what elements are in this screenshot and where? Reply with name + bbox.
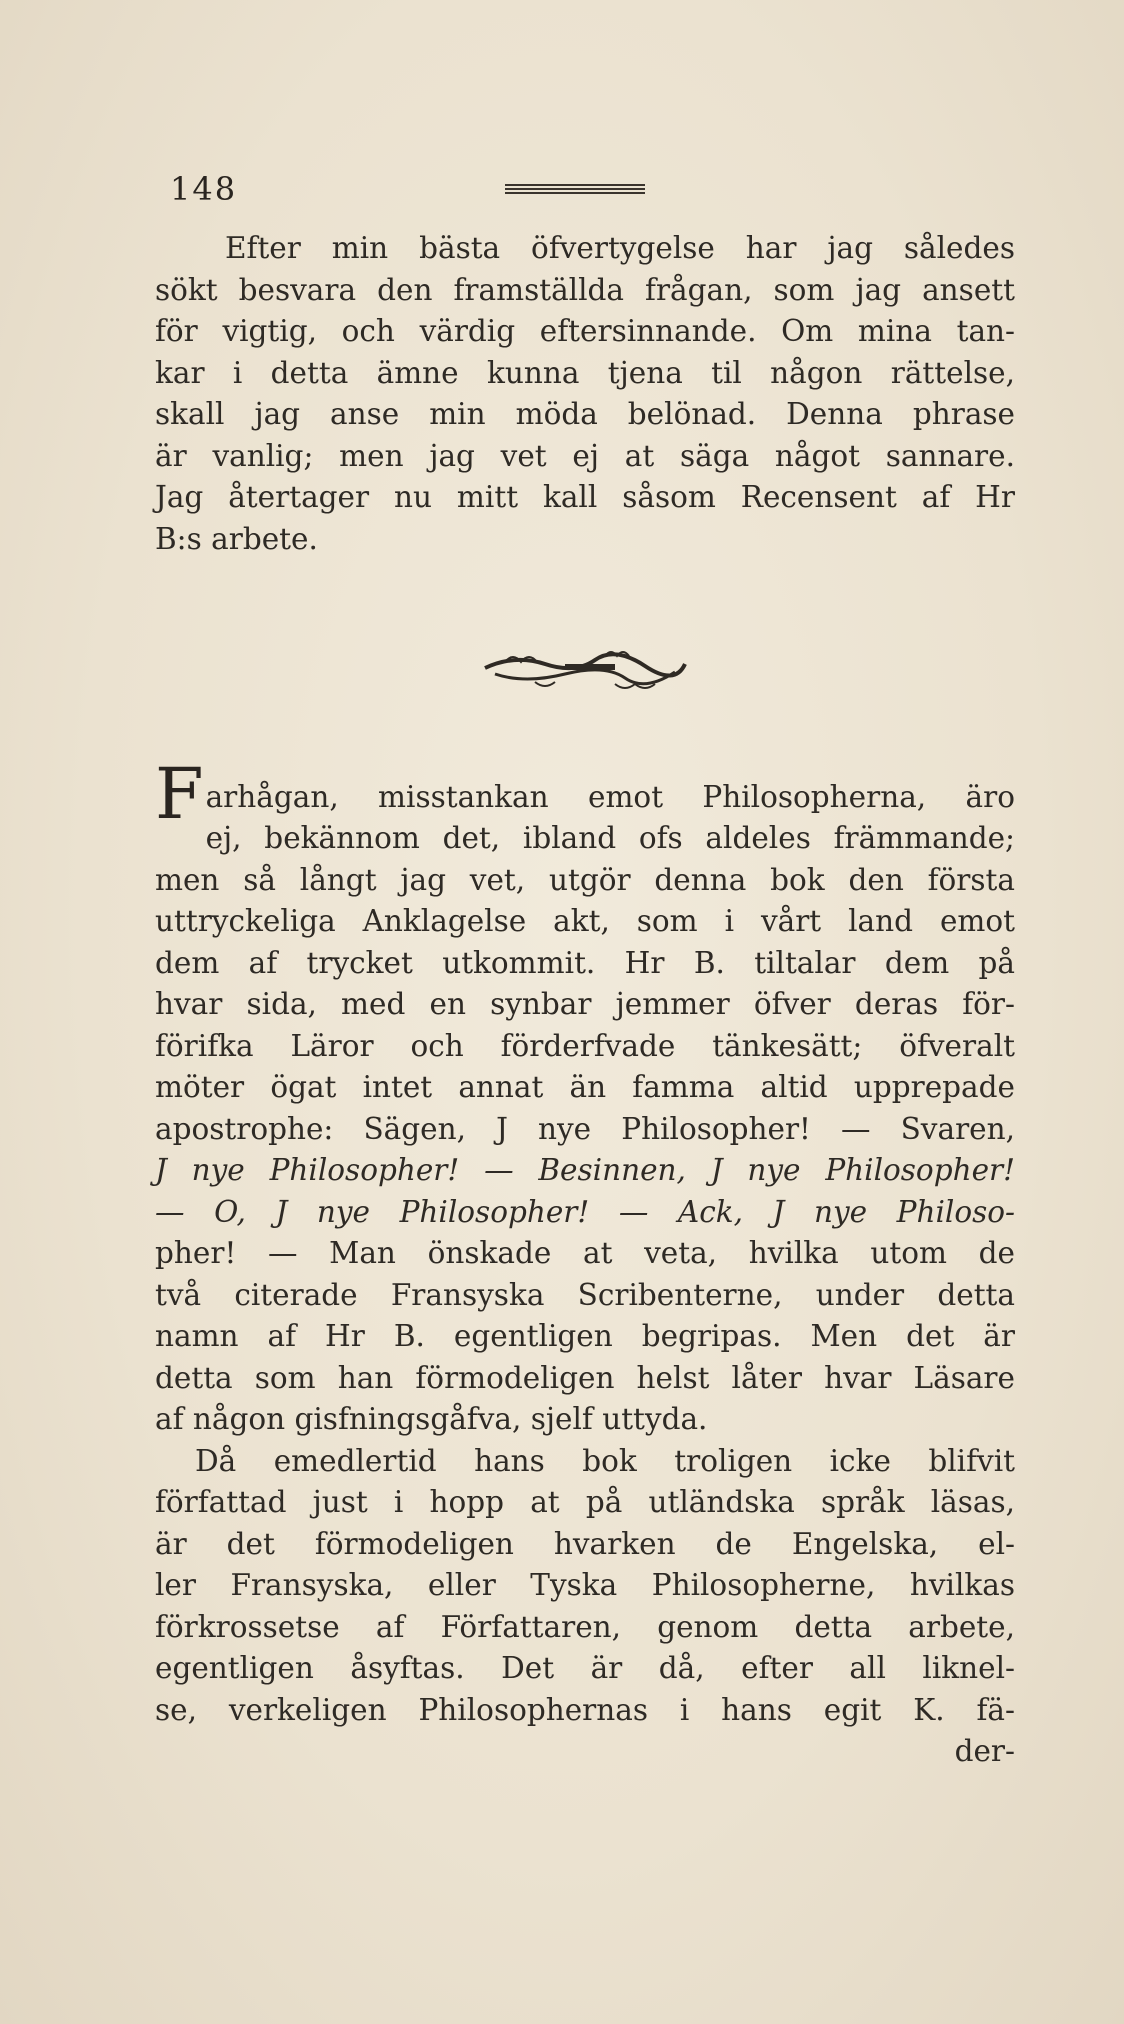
text-line: Efter min bästa öfvertygelse har jag således — [225, 231, 1015, 265]
text-line: pher! — Man önskade at veta, hvilka utom de — [155, 1236, 1015, 1270]
text-line: skall jag anse min möda belönad. Denna phrase — [155, 397, 1015, 431]
text-line: hvar sida, med en synbar jemmer öfver deras för- — [155, 987, 1015, 1021]
text-line: J nye Philosopher! — Besinnen, J nye Philosopher! — [155, 1153, 1015, 1187]
text-line: se, verkeligen Philosophernas i hans egit K. fä- — [155, 1692, 1015, 1727]
first-line-text: arhågan, misstankan emot Philosopherna, äro — [205, 780, 1015, 814]
text-line: — O, J nye Philosopher! — Ack, J nye Philoso- — [155, 1194, 1015, 1229]
text-line: två citerade Fransyska Scribenterne, under detta — [155, 1277, 1015, 1312]
catchword: der- — [954, 1734, 1015, 1768]
text-line: detta som han förmodeligen helst låter hvar Läsare — [155, 1360, 1015, 1395]
text-line: kar i detta ämne kunna tjena til någon rättelse, — [155, 355, 1015, 390]
text-line: namn af Hr B. egentligen begripas. Men det är — [155, 1319, 1015, 1353]
text-line: apostrophe: Sägen, J nye Philosopher! — Svaren, — [155, 1111, 1015, 1146]
text-line: är vanlig; men jag vet ej at säga något sannare. — [155, 438, 1015, 473]
text-line: dem af trycket utkommit. Hr B. tiltalar dem på — [155, 945, 1015, 980]
text-line-first — [155, 753, 1015, 835]
text-line: författad just i hopp at på utländska språk läsas, — [155, 1485, 1015, 1519]
text-line: sökt besvara den framställda frågan, som jag ansett — [155, 272, 1015, 307]
text-line: ej, bekännom det, ibland ofs aldeles främmande; — [205, 821, 1015, 855]
text-line: Då emedlertid hans bok troligen icke blifvit — [195, 1443, 1015, 1478]
header-rule — [505, 184, 645, 194]
text-line: är det förmodeligen hvarken de Engelska, el- — [155, 1526, 1015, 1561]
paragraph-1 — [155, 228, 1015, 560]
text-line: B:s arbete. — [155, 521, 318, 556]
text-line: Jag återtager nu mitt kall såsom Recensent af Hr — [155, 480, 1015, 514]
text-line: förkrossetse af Författaren, genom detta arbete, — [155, 1609, 1015, 1644]
text-line: ler Fransyska, eller Tyska Philosopherne, hvilkas — [155, 1568, 1015, 1602]
text-line: förifka Läror och förderfvade tänkesätt; öfveralt — [155, 1028, 1015, 1063]
text-line: möter ögat intet annat än famma altid upprepade — [155, 1070, 1015, 1104]
drop-cap: F — [155, 753, 204, 835]
text-line: för vigtig, och värdig eftersinnande. Om mina tan- — [155, 314, 1015, 348]
text-line: men så långt jag vet, utgör denna bok den första — [155, 862, 1015, 897]
page-number: 148 — [170, 170, 238, 208]
paragraph-2 — [155, 753, 1015, 1773]
text-line: af någon gisfningsgåfva, sjelf uttyda. — [155, 1402, 708, 1436]
text-line: egentligen åsyftas. Det är då, efter all liknel- — [155, 1651, 1015, 1685]
ornament-divider — [475, 640, 695, 696]
text-line: uttryckeliga Anklagelse akt, som i vårt land emot — [155, 904, 1015, 938]
page-header — [170, 170, 970, 210]
